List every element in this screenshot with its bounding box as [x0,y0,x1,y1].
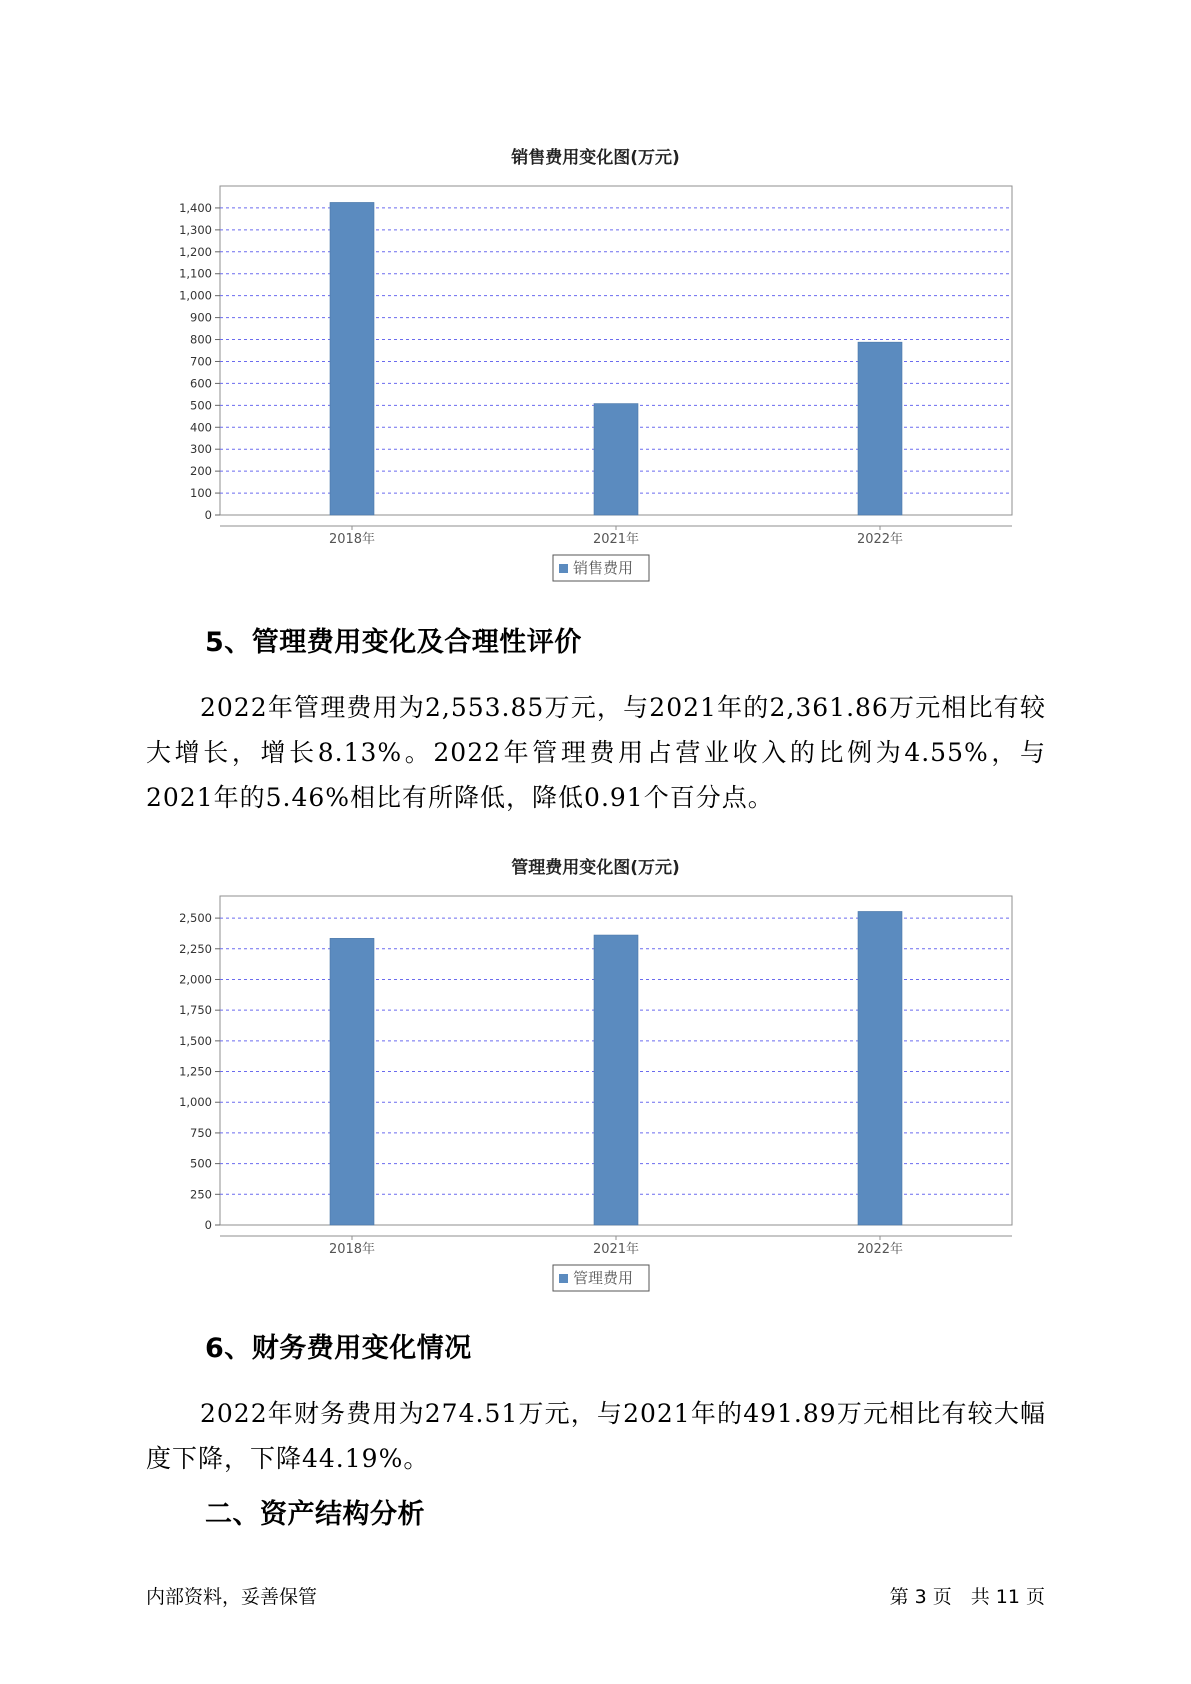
section-5-paragraph [146,685,1046,820]
legend-swatch [559,564,568,573]
x-tick-label: 2021年 [592,532,640,547]
legend-label: 销售费用 [573,559,634,577]
y-tick-label: 500 [190,398,212,413]
y-tick-label: 1,000 [179,288,212,303]
bar-2022年 [858,911,902,1225]
chart2-title: 管理费用变化图(万元) [511,858,680,878]
y-tick-label: 1,000 [179,1095,212,1110]
y-tick-label: 200 [190,464,212,479]
section-5-heading: 5、管理费用变化及合理性评价 [205,627,582,658]
section-2-heading: 二、资产结构分析 [205,1499,425,1530]
bar-2018年 [330,202,374,515]
x-tick-label: 2021年 [592,1242,640,1257]
y-tick-label: 250 [190,1187,212,1202]
y-tick-label: 2,250 [179,941,212,956]
y-tick-label: 750 [190,1125,212,1140]
x-tick-label: 2018年 [328,532,376,547]
x-tick-label: 2022年 [856,532,904,547]
y-tick-label: 400 [190,420,212,435]
x-tick-label: 2018年 [328,1242,376,1257]
y-tick-label: 1,250 [179,1064,212,1079]
legend-swatch [559,1274,568,1283]
admin-expense-chart [0,890,1191,1310]
y-tick-label: 1,200 [179,244,212,259]
legend [553,555,649,581]
page-number: 第 3 页 共 11 页 [889,1586,1045,1608]
y-tick-label: 600 [190,376,212,391]
section-6-text: 2022年财务费用为274.51万元，与2021年的491.89万元相比有较大幅度下降，下降44.19%。 [146,1399,1046,1473]
chart1-title: 销售费用变化图(万元) [511,148,680,168]
y-tick-label: 500 [190,1156,212,1171]
bar-2021年 [594,404,638,515]
bar-2018年 [330,938,374,1225]
y-tick-label: 900 [190,310,212,325]
y-tick-label: 300 [190,442,212,457]
bar-2022年 [858,342,902,515]
legend-label: 管理费用 [573,1269,634,1287]
y-tick-label: 700 [190,354,212,369]
y-tick-label: 2,500 [179,911,212,926]
section-5-text: 2022年管理费用为2,553.85万元，与2021年的2,361.86万元相比有较大增长，增长8.13%。2022年管理费用占营业收入的比例为4.55%，与2021年的5.46%相比有所降低，降低0.91个百分点。 [146,693,1046,812]
section-6-paragraph [146,1391,1046,1481]
x-tick-label: 2022年 [856,1242,904,1257]
y-tick-label: 1,500 [179,1033,212,1048]
y-tick-label: 800 [190,332,212,347]
section-6-heading: 6、财务费用变化情况 [205,1333,472,1364]
y-tick-label: 2,000 [179,972,212,987]
y-tick-label: 0 [204,508,212,522]
y-tick-label: 0 [204,1218,212,1232]
y-tick-label: 1,100 [179,266,212,281]
footer-note: 内部资料，妥善保管 [146,1586,318,1608]
legend [553,1265,649,1291]
y-tick-label: 1,750 [179,1003,212,1018]
sales-expense-chart [0,180,1191,600]
y-tick-label: 1,400 [179,200,212,215]
y-tick-label: 100 [190,486,212,501]
y-tick-label: 1,300 [179,222,212,237]
bar-2021年 [594,935,638,1225]
